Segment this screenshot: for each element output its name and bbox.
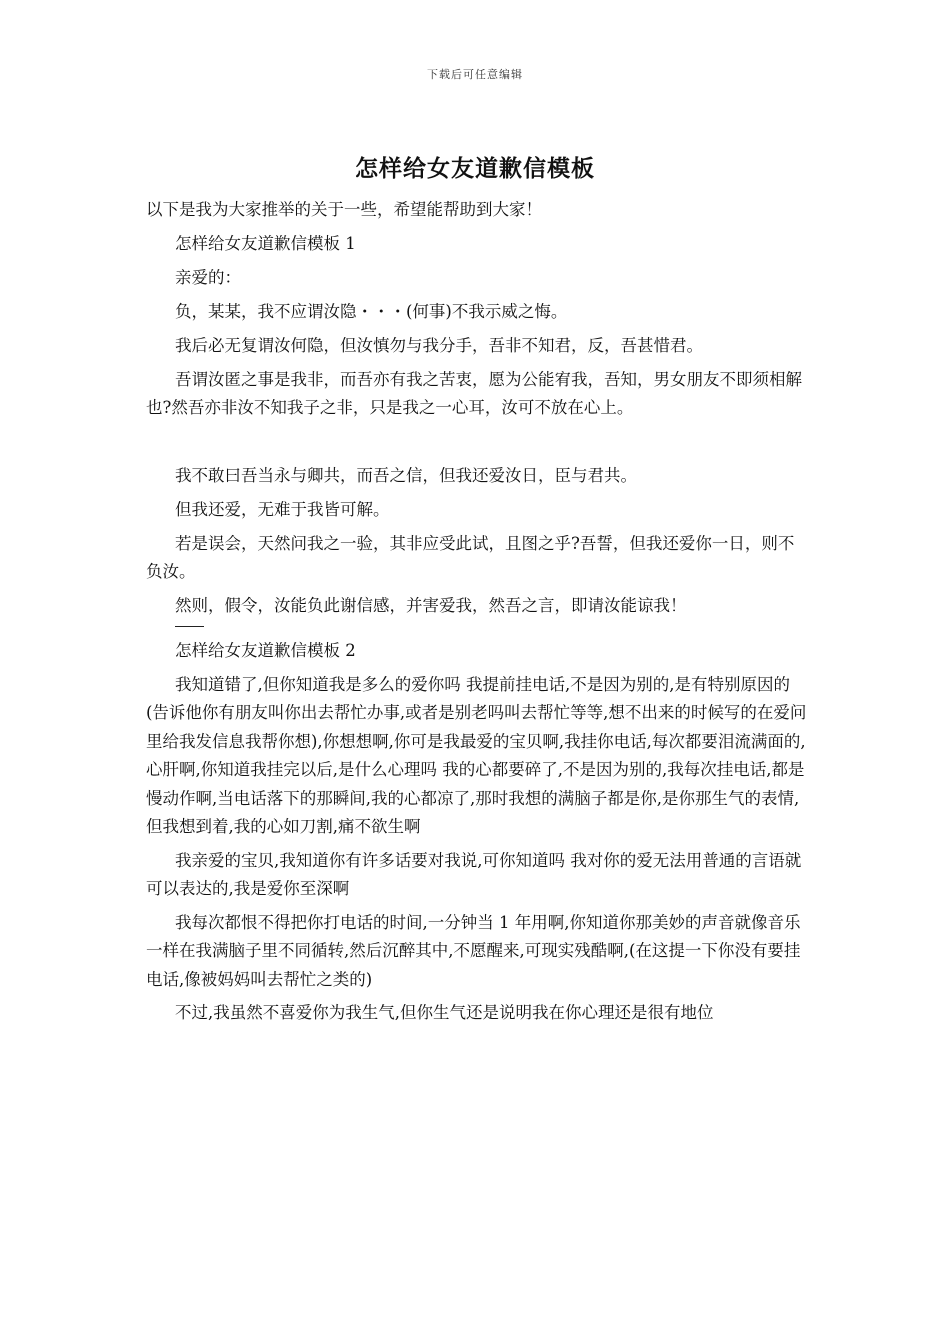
template1-paragraph: 我后必无复谓汝何隐，但汝慎勿与我分手，吾非不知君，反，吾甚惜君。 (175, 336, 703, 355)
document-title: 怎样给女友道歉信模板 (355, 155, 595, 182)
template2-paragraph: 我知道错了,但你知道我是多么的爱你吗 我提前挂电话,不是因为别的,是有特别原因的(告诉他你有朋友叫你出去帮忙办事,或者是别老吗叫去帮忙等等,想不出来的时候写的在爱问里给我发信息我帮你想),你想想啊,你可是我最爱的宝贝啊,我挂你电话,每次都要泪流满面的,心肝啊,你知道我挂完以后,是什么心理吗 我的心都要碎了,不是因为别的,我每次挂电话,都是慢动作啊,当电话落下的那瞬间,我的心都凉了,那时我想的满脑子都是你,是你那生气的表情,但我想到着,我的心如刀割,痛不欲生啊 (146, 674, 807, 836)
template1-heading: 怎样给女友道歉信模板 1 (175, 234, 356, 253)
paragraph-gap (146, 428, 810, 462)
template2-paragraph: 我每次都恨不得把你打电话的时间,一分钟当 1 年用啊,你知道你那美妙的声音就像音乐一样在我满脑子里不同循转,然后沉醉其中,不愿醒来,可现实残酷啊,(在这提一下你没有要挂电话,像被妈妈叫去帮忙之类的) (146, 912, 801, 989)
intro-paragraph: 以下是我为大家推举的关于一些，希望能帮助到大家！ (146, 200, 542, 219)
template2-section (146, 637, 810, 1028)
template1-paragraph: 负，某某，我不应谓汝隐・・・(何事)不我示威之悔。 (175, 302, 568, 321)
template2-paragraph: 不过,我虽然不喜爱你为我生气,但你生气还是说明我在你心理还是很有地位 (175, 1003, 714, 1022)
template2-paragraph: 我亲爱的宝贝,我知道你有许多话要对我说,可你知道吗 我对你的爱无法用普通的言语就可以表达的,我是爱你至深啊 (146, 850, 802, 898)
section-divider (175, 626, 204, 627)
template1-paragraph: 若是误会，天然问我之一验，其非应受此试，且图之乎?吾誓，但我还爱你一日，则不负汝。 (146, 534, 795, 581)
template1-paragraph: 亲爱的： (175, 268, 241, 287)
template2-heading: 怎样给女友道歉信模板 2 (175, 641, 356, 660)
template1-paragraph: 然则，假令，汝能负此谢信感，并害爱我，然吾之言，即请汝能谅我！ (175, 596, 687, 615)
header-note: 下载后可任意编辑 (427, 68, 523, 81)
template1-paragraph: 但我还爱，无难于我皆可解。 (175, 500, 390, 519)
template1-paragraph: 吾谓汝匿之事是我非，而吾亦有我之苦衷，愿为公能宥我，吾知，男女朋友不即须相解也?然吾亦非汝不知我子之非，只是我之一心耳，汝可不放在心上。 (146, 370, 802, 417)
document-body (146, 196, 810, 1033)
template1-paragraph: 我不敢曰吾当永与卿共，而吾之信，但我还爱汝日，臣与君共。 (175, 466, 637, 485)
